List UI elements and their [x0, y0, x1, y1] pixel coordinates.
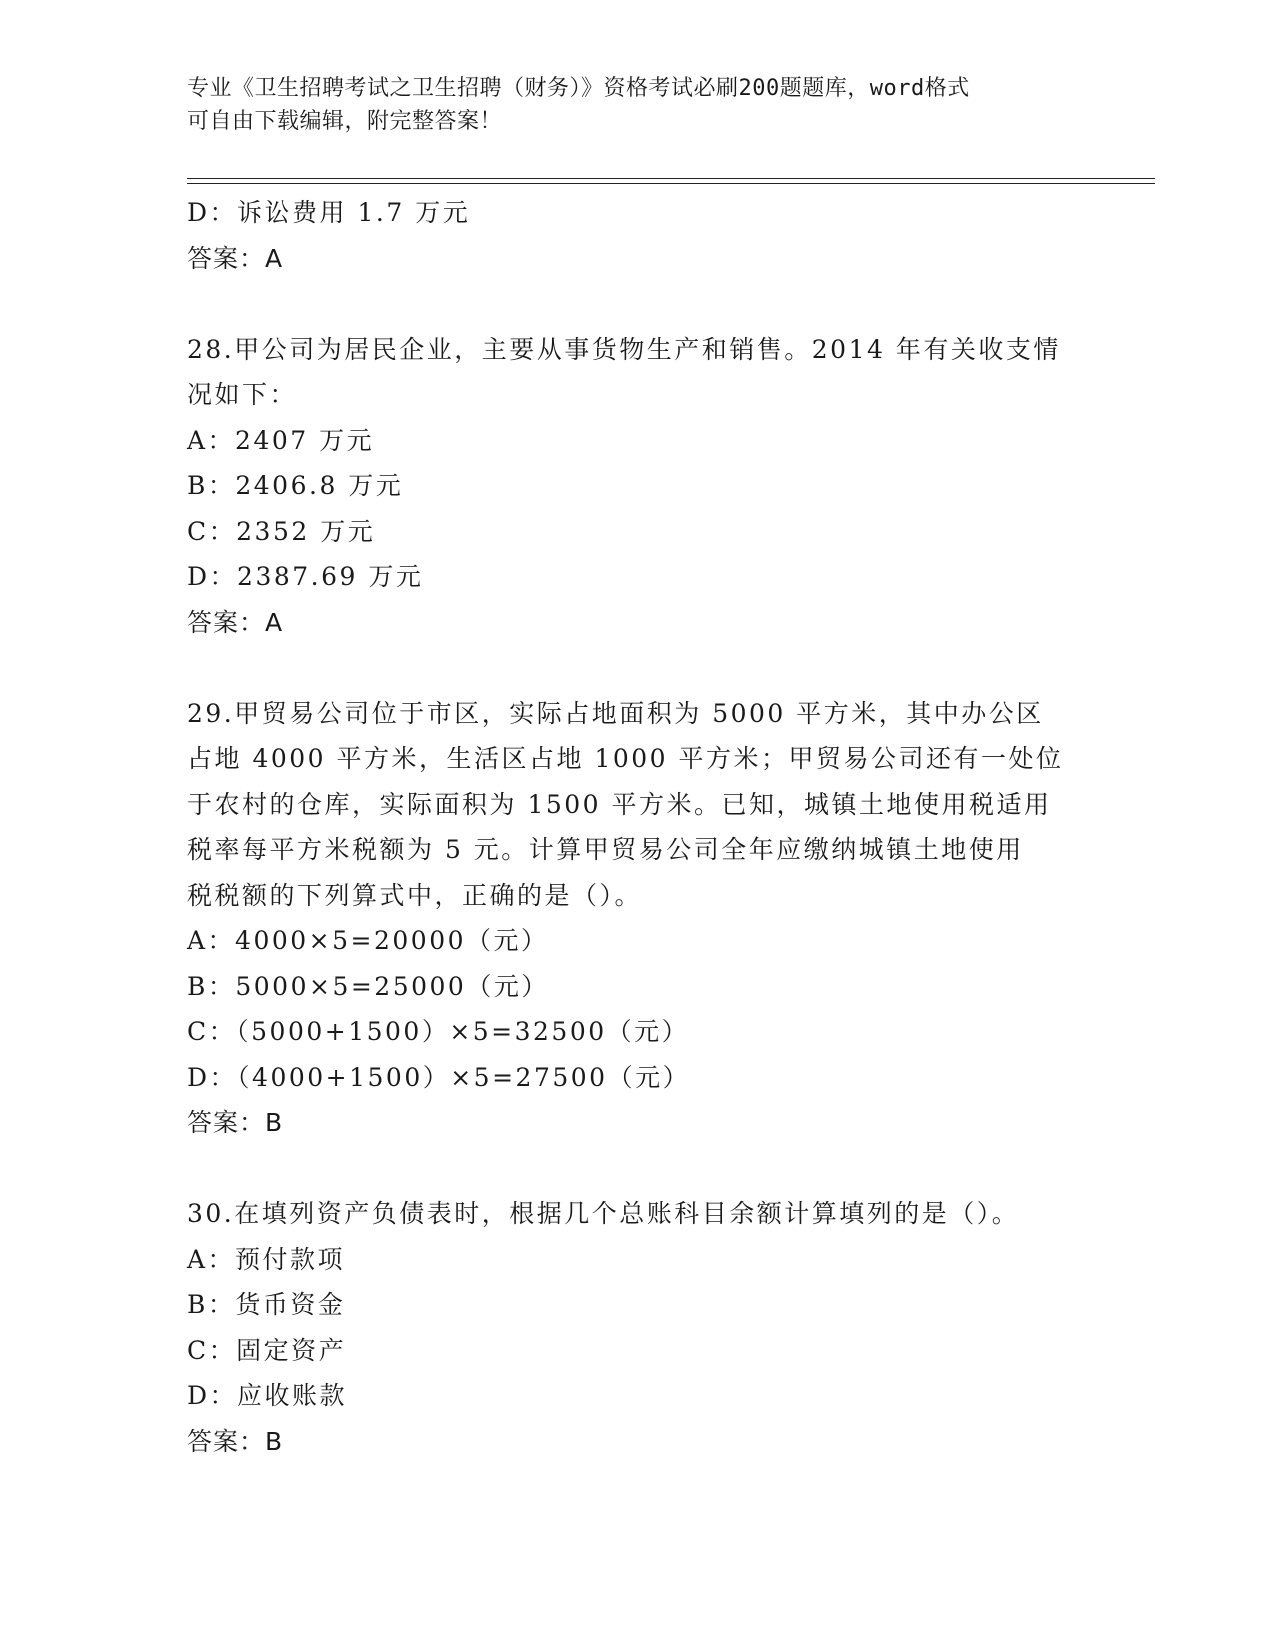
answer-line: 答案：A: [187, 607, 284, 637]
page-header: [187, 72, 1067, 138]
option-d: D：（4000+1500）×5=27500（元）: [187, 1062, 691, 1092]
question-stem-line: 税率每平方米税额为 5 元。计算甲贸易公司全年应缴纳城镇土地使用: [187, 835, 1024, 864]
answer-line: 答案：A: [187, 243, 284, 273]
header-title-line-1: 专业《卫生招聘考试之卫生招聘（财务）》资格考试必刷200题题库，word格式: [187, 76, 970, 101]
spacer: [187, 645, 1087, 691]
option-a: A：预付款项: [187, 1244, 346, 1274]
option-c: C：2352 万元: [187, 516, 376, 546]
option-d: D：诉讼费用 1.7 万元: [187, 198, 471, 227]
question-stem-line: 况如下：: [187, 380, 298, 409]
question-29: [187, 691, 1087, 1146]
question-content: [187, 190, 1087, 1464]
question-stem-line: 28.甲公司为居民企业，主要从事货物生产和销售。2014 年有关收支情: [187, 334, 1061, 364]
question-stem-line: 税税额的下列算式中，正确的是（）。: [187, 880, 643, 910]
option-a: A：4000×5=20000（元）: [187, 926, 549, 955]
option-d: D：应收账款: [187, 1381, 348, 1410]
spacer: [187, 281, 1087, 327]
spacer: [187, 1146, 1087, 1192]
option-d: D：2387.69 万元: [187, 562, 424, 591]
header-rule-top: [187, 178, 1155, 179]
header-rule-bottom: [187, 183, 1155, 184]
option-b: B：货币资金: [187, 1290, 346, 1319]
option-c: C：固定资产: [187, 1335, 347, 1365]
option-b: B：5000×5=25000（元）: [187, 971, 549, 1001]
option-c: C：（5000+1500）×5=32500（元）: [187, 1017, 690, 1046]
question-stem-line: 29.甲贸易公司位于市区，实际占地面积为 5000 平方米，其中办公区: [187, 698, 1044, 728]
option-a: A：2407 万元: [187, 425, 375, 455]
question-28: [187, 327, 1087, 646]
header-title-line-2: 可自由下载编辑，附完整答案！: [187, 109, 503, 134]
question-stem-line: 30.在填列资产负债表时，根据几个总账科目余额计算填列的是（）。: [187, 1199, 1020, 1228]
answer-line: 答案：B: [187, 1426, 284, 1456]
prev-question-tail: [187, 190, 1087, 281]
question-stem-line: 于农村的仓库，实际面积为 1500 平方米。已知，城镇土地使用税适用: [187, 789, 1052, 819]
option-b: B：2406.8 万元: [187, 471, 404, 500]
question-30: [187, 1191, 1087, 1464]
answer-line: 答案：B: [187, 1108, 284, 1137]
question-stem-line: 占地 4000 平方米，生活区占地 1000 平方米；甲贸易公司还有一处位: [187, 744, 1064, 773]
